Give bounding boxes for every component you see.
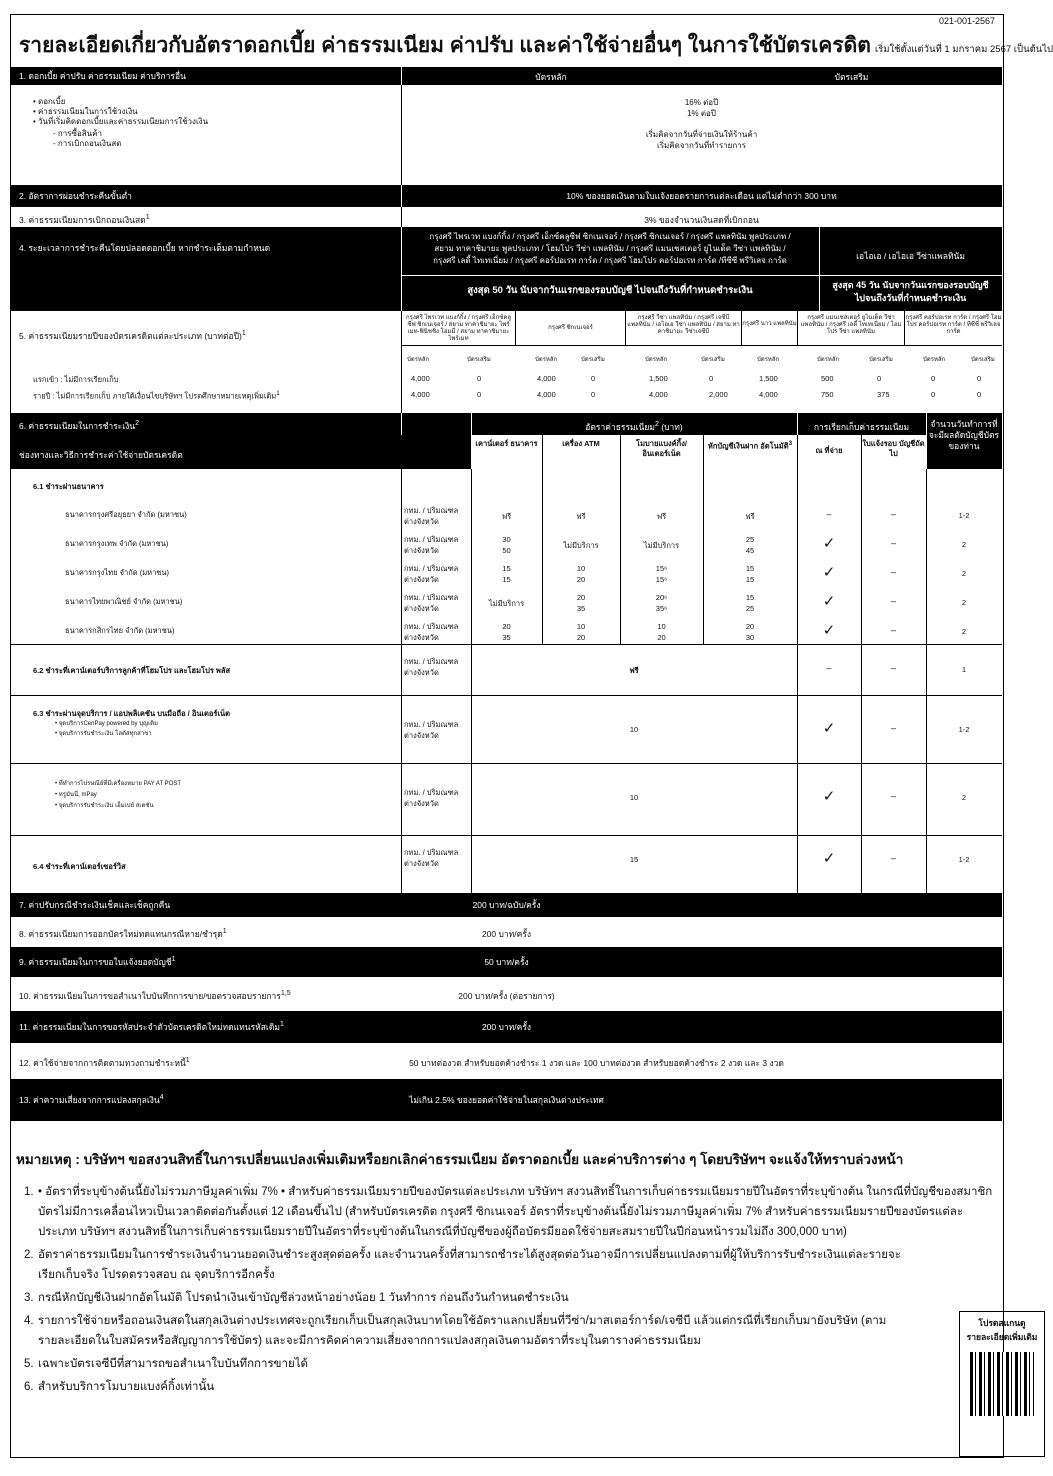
annual-fee-cell: 0 [877,374,882,383]
fee-group-6: กรุงศรี คอร์ปอเรท การ์ด / กรุงศรี โฮมโปร คอร์ปอเรท การ์ด / ทีซีซี พรีวิเลจ การ์ด [905,315,1002,335]
bank-days: 2 [961,569,967,578]
sub-6-3b-area-1: กทม. / ปริมณฑล [404,788,459,797]
rate-unit: (บาท) [661,422,683,432]
section-12-label-text: 12. ค่าใช้จ่ายจากการติดตามทวงถามชำระหนี้ [19,1058,186,1068]
sub-6-3b-item-2: • ทรูมันนี่, mPay [55,790,181,801]
sub-6-2-days: 1 [961,665,967,674]
col-supp-card: บัตรเสริม [834,72,869,82]
dash-icon: – [890,567,896,577]
annual-fee-cell: 0 [591,390,596,399]
section-8-row [11,917,1002,947]
sub-6-3b-value: 10 [629,793,639,802]
section-5-label [19,329,246,343]
bank-fee-cell: 20⁶ 35⁶ [655,593,668,613]
fee-row-annual-sup: 1 [276,390,280,397]
section-11-label-text: 11. ค่าธรรมเนียมในการขอรหัสประจำตัวบัตรเครดิตใหม่ทดแทนรหัสเดิม [19,1022,280,1032]
start-cash-value: เริ่มคิดจากวันที่ทำรายการ [657,141,746,150]
note-text: อัตราค่าธรรมเนียมในการชำระเงินจำนวนยอดเงินชำระสูงสุดต่อครั้ง และจำนวนครั้งที่สามารถชำระได้สูงสุดต่อวันอาจมีการเปลี่ยนแปลงตามที่ผู้ให้บริการรับชำระเงินแต่ละรายจะเรียกเก็บจริง โปรดตรวจสอบ ณ จุดบริการอีกครั้ง [38,1249,901,1281]
check-icon: ✓ [822,564,836,581]
fee-group-3: กรุงศรี วีซ่า แพลทินัม / กรุงศรี เจซีบี แพลทินัม / เอไอเอ วีซ่า แพลทินัม / สยาม ทาคาชิมายะ วีซ่าเจซีบี [627,315,740,335]
bank-fee-cell: ฟรี [501,512,512,521]
fee-group-2: กรุงศรี ซิกเนเจอร์ [548,325,593,331]
note-text: เฉพาะบัตรเจซีบีที่สามารถขอสำเนาใบบันทึกการขายได้ [38,1358,308,1370]
bank-fee-cell: 20 35 [502,622,511,642]
bank-fee-cell: ฟรี [656,512,667,521]
bank-name: ธนาคารไทยพาณิชย์ จำกัด (มหาชน) [65,597,183,606]
sub-6-1: 6.1 ชำระผ่านธนาคาร [33,482,104,491]
col-atm: เครื่อง ATM [562,439,600,448]
section-3-label [19,213,150,227]
bank-area [404,621,458,643]
sub-6-2-area-2: ต่างจังหวัด [404,668,439,677]
annual-fee-cell: 4,000 [411,374,430,383]
bank-area [404,534,458,556]
bank-area-province: ต่างจังหวัด [404,575,439,584]
sub-6-3-item-1: • จุดบริการCenPay powered by บุญเติม [55,719,158,729]
subitem-cash: - การเบิกถอนเงินสด [53,139,122,148]
bank-fee-cell: ไม่มีบริการ [563,541,599,550]
g3-supp: บัตรเสริม [701,357,725,363]
sub-6-4-area-2: ต่างจังหวัด [404,859,439,868]
sub-6-4-area-1: กทม. / ปริมณฑล [404,848,459,857]
doc-number: 021-001-2567 [938,16,995,26]
bank-area-bkk: กทม. / ปริมณฑล [404,622,459,631]
cards-left-line-1: กรุงศรี ไพรเวท แบงก์กิ้ง / กรุงศรี เอ็กซ์คลูซีฟ ซิกเนเจอร์ / กรุงศรี ซิกเนเจอร์ / กรุงศรี แพลทินัม พูลประเภท / [429,232,791,241]
bank-area-province: ต่างจังหวัด [404,604,439,613]
bank-fee-cell: 15 25 [745,593,755,613]
annual-fee-cell: 2,000 [709,390,728,399]
bank-name: ธนาคารกสิกรไทย จำกัด (มหาชน) [65,626,175,635]
annual-fee-cell: 0 [977,390,982,399]
cards-left-line-2: สยาม ทาคาชิมายะ พูลประเภท / โฮมโปร วีซ่า แพลทินัม / กรุงศรี แมนเชสเตอร์ ยูไนเต็ด วีซ่า แพลทินัม / [434,244,786,253]
fee-group-5: กรุงศรี แมนเชสเตอร์ ยูไนเต็ด วีซ่า แพลทินัม / กรุงศรี เลดี้ ไทเทเนี่ยม / โฮมโปร วีซ่า แพลทินัม [800,315,902,335]
note-number: 5. [24,1358,34,1370]
bank-fee-cell: ฟรี [745,512,755,521]
g2-main: บัตรหลัก [535,357,558,363]
bank-area [404,505,458,527]
note-number: 1. [24,1186,34,1198]
sub-6-2-next: – [890,663,896,673]
bank-days: 1-2 [958,511,970,520]
bank-area-province: ต่างจังหวัด [404,633,439,642]
bank-fee-cell: ไม่มีบริการ [643,541,680,550]
bank-fee-cell: 10 20 [657,622,666,642]
g6-main: บัตรหลัก [923,357,946,363]
sub-6-4: 6.4 ชำระที่เคาน์เตอร์เซอร์วิส [33,862,126,871]
title-text: รายละเอียดเกี่ยวกับอัตราดอกเบี้ย ค่าธรรมเนียม ค่าปรับ และค่าใช้จ่ายอื่นๆ ในการใช้บัตรเครดิต [19,34,871,57]
section-3-label-text: 3. ค่าธรรมเนียมการเบิกถอนเงินสด [19,215,146,225]
bank-area-province: ต่างจังหวัด [404,546,439,555]
fee-row-entry-label-text: แรกเข้า : ไม่มีการเรียกเก็บ [33,375,119,384]
section-2-row [11,185,1002,207]
section-5-block [11,311,1002,413]
notes-heading: หมายเหตุ : บริษัทฯ ขอสงวนสิทธิ์ในการเปลี่ยนแปลงเพิ่มเติมหรือยกเลิกค่าธรรมเนียม อัตราดอกเบี้ย และค่าบริการต่าง ๆ โดยบริษัทฯ จะแจ้งให้ทราบล่วงหน้า [16,1152,904,1167]
period-right-line-1: สูงสุด 45 วัน นับจากวันแรกของรอบบัญชี [832,280,989,290]
section-4-label: 4. ระยะเวลาการชำระคืนโดยปลอดดอกเบี้ย หากชำระเต็มตามกำหนด [19,243,271,253]
collect-header: การเรียกเก็บค่าธรรมเนียม [813,422,910,432]
bank-days: 2 [961,598,967,607]
dash-icon: – [890,538,896,548]
sub-6-2: 6.2 ชำระที่เคาน์เตอร์บริการลูกค้าที่โฮมโปร และโฮมโปร พลัส [33,666,231,675]
sub-6-3b-pay-check: ✓ [822,788,836,805]
rate-col-headers [471,435,926,469]
days-header: จำนวนวันทำการที่จะมีผลตัดบัญชีบัตรของท่าน [928,419,1000,451]
annual-fee-cell: 0 [931,390,936,399]
sub-6-2-value: ฟรี [629,666,639,675]
section-9-label-text: 9. ค่าธรรมเนียมในการขอใบแจ้งยอดบัญชี [19,957,172,967]
period-right-line-2: ไปจนถึงวันที่กำหนดชำระเงิน [854,293,967,303]
note-text: กรณีหักบัญชีเงินฝากอัตโนมัติ โปรดนำเงินเข้าบัญชีล่วงหน้าอย่างน้อย 1 วันทำการ ก่อนถึงวันกำหนดชำระเงิน [38,1292,569,1304]
rate-header-sup: 2 [654,420,659,429]
col-mobile: โมบายแบงค์กิ้ง/ อินเตอร์เน็ต [636,439,687,458]
bank-days: 2 [961,627,967,636]
note-item [24,1311,904,1351]
section-1-body [11,85,1002,185]
sub-6-2-area-1: กทม. / ปริมณฑล [404,657,459,666]
annual-fee-cell: 4,000 [411,390,430,399]
section-13-value: ไม่เกิน 2.5% ของยอดค่าใช้จ่ายในสกุลเงินต่างประเทศ [409,1095,604,1105]
qr-label-1: โปรดสแกนดู [978,1318,1026,1328]
sub-6-3b-area [404,787,458,809]
annual-fee-cell: 0 [931,374,936,383]
note-item [24,1288,904,1308]
section-4-block [11,227,1002,311]
qr-label-2: รายละเอียดเพิ่มเติม [966,1332,1038,1342]
annual-fee-cell: 750 [821,390,834,399]
check-icon: ✓ [822,622,836,639]
section-5-label-text: 5. ค่าธรรมเนียมรายปีของบัตรเครดิตแต่ละประเภท (บาทต่อปี) [19,331,242,341]
annual-fee-cell: 0 [591,374,596,383]
section-12-row [11,1043,1002,1079]
item-credit-fee: • ค่าธรรมเนียมในการใช้วงเงิน [33,107,208,117]
item-interest: • ดอกเบี้ย [33,97,208,107]
fee-group-1: กรุงศรี ไพรเวท แบงก์กิ้ง / กรุงศรี เอ็กซ์คลูซีฟ ซิกเนเจอร์ / สยาม ทาคาชิมายะ ไพร์เมท-ฟินิชชิ่ง โฮมมี่ / สยาม ทาคาชิมายะ ไพร์เมท [405,315,512,342]
qr-box [959,1311,1045,1457]
annual-fee-cell: 4,000 [759,390,778,399]
bank-area-bkk: กทม. / ปริมณฑล [404,593,459,602]
note-text: สำหรับบริการโมบายแบงค์กิ้งเท่านั้น [38,1381,215,1393]
sub-6-4-area [404,847,458,869]
section-8-sup: 1 [222,927,227,936]
fee-value: 1% ต่อปี [687,109,716,118]
section-3-row [11,207,1002,227]
subitem-purchase: - การซื้อสินค้า [53,129,102,138]
bank-fee-cell: 10 20 [576,564,586,584]
col-main-card: บัตรหลัก [535,72,567,82]
section-4-period-left: สูงสุด 50 วัน นับจากวันแรกของรอบบัญชี ไปจนถึงวันที่กำหนดชำระเงิน [467,285,753,296]
g3-main: บัตรหลัก [645,357,668,363]
sub-6-3b-days: 2 [961,793,967,802]
note-number: 3. [24,1292,34,1304]
bank-area-bkk: กทม. / ปริมณฑล [404,506,459,515]
fee-row-annual-label [33,390,280,403]
bank-fee-cell: 15⁶ 15⁶ [655,564,668,584]
cards-left-line-3: กรุงศรี เลดี้ ไทเทเนี่ยม / กรุงศรี คอร์ปอเรท การ์ด / กรุงศรี โฮมโปร คอร์ปอเรท การ์ด /ทีซีซี พรีวิเลจ การ์ด [433,256,787,265]
note-item [24,1377,904,1397]
annual-fee-cell: 1,500 [759,374,778,383]
section-10-label-text: 10. ค่าธรรมเนียมในการขอสำเนาใบบันทึกการขาย/ขอตรวจสอบรายการ [19,991,281,1001]
section-12-value: 50 บาทต่องวด สำหรับยอดค้างชำระ 1 งวด และ 100 บาทต่องวด สำหรับยอดค้างชำระ 2 งวด และ 3 งวด [409,1058,784,1068]
sub-6-3-pay-check: ✓ [822,720,836,737]
section-9-row [11,947,1002,977]
section-1-header [11,67,1002,85]
g1-main: บัตรหลัก [407,357,430,363]
bank-fee-cell: 10 20 [576,622,586,642]
section-4-period-right [819,279,1002,305]
bank-area [404,563,458,585]
section-13-label-text: 13. ค่าความเสี่ยงจากการแปลงสกุลเงิน [19,1095,160,1105]
section-13-row [11,1079,1002,1121]
section-6-body [11,469,1002,893]
bank-fee-cell: ฟรี [576,512,586,521]
section-8-value: 200 บาท/ครั้ง [481,929,532,939]
notes-list [10,1182,1000,1397]
annual-fee-cell: 0 [477,390,482,399]
annual-fee-cell: 500 [821,374,834,383]
dash-icon: – [890,625,896,635]
section-1-subitems [53,129,121,149]
sub-6-3-value: 10 [629,725,639,734]
note-number: 6. [24,1381,34,1393]
bank-name: ธนาคารกรุงศรีอยุธยา จำกัด (มหาชน) [65,510,187,519]
qr-code-icon[interactable] [970,1352,1034,1416]
sub-6-2-area [404,656,458,678]
section-1-items [33,97,208,127]
bank-area-bkk: กทม. / ปริมณฑล [404,564,459,573]
section-4-cards-left [401,231,819,267]
section-7-row [11,893,1002,917]
annual-fee-cell: 4,000 [537,374,556,383]
section-7-value: 200 บาท/ฉบับ/ครั้ง [472,900,541,910]
section-4-cards-right: เอไอเอ / เอไอเอ วีซ่าแพลทินัม [856,251,965,261]
sub-6-3: 6.3 ชำระผ่านจุดบริการ / แอปพลิเคชัน บนมือถือ / อินเตอร์เน็ต [33,709,230,718]
sub-6-4-days: 1-2 [958,855,970,864]
col-next-statement: ใบแจ้งรอบ บัญชีถัดไป [862,439,925,458]
sub-6-4-next: – [890,853,896,863]
bank-name: ธนาคารกรุงไทย จำกัด (มหาชน) [65,568,170,577]
note-item [24,1354,904,1374]
col-auto-debit-sup: 3 [788,440,793,447]
section-1-label: 1. ดอกเบี้ย ค่าปรับ ค่าธรรมเนียม ค่าบริการอื่น [19,71,186,81]
g5-supp: บัตรเสริม [869,357,893,363]
section-2-label: 2. อัตราการผ่อนชำระคืนขั้นต่ำ [19,191,132,201]
effective-date: เริ่มใช้ตั้งแต่วันที่ 1 มกราคม 2567 เป็นต้นไป [874,44,1053,55]
sub-6-3-area [404,719,458,741]
section-9-value: 50 บาท/ครั้ง [484,957,529,967]
section-11-sup: 1 [279,1020,284,1029]
section-10-sup: 1,5 [280,989,291,998]
section-6-label-text: 6. ค่าธรรมเนียมในการชำระเงิน [19,421,136,431]
sub-6-3b-area-2: ต่างจังหวัด [404,799,439,808]
bank-area-province: ต่างจังหวัด [404,517,439,526]
page-title [19,29,1053,62]
annual-fee-cell: 4,000 [537,390,556,399]
section-13-sup: 4 [159,1093,164,1102]
annual-fee-cell: 1,500 [649,374,668,383]
notes-section [10,1148,1000,1400]
section-10-row [11,977,1002,1011]
section-11-value: 200 บาท/ครั้ง [481,1022,532,1032]
note-item [24,1182,994,1242]
sub-6-3-items [55,719,158,739]
section-5-sup: 1 [241,329,246,338]
bank-fee-cell: 15 15 [502,564,511,584]
bank-fee-cell: 30 50 [502,535,511,555]
section-3-value: 3% ของจำนวนเงินสดที่เบิกถอน [644,215,759,225]
bank-fee-cell: 15 15 [745,564,755,584]
sub-6-4-value: 15 [629,855,639,864]
annual-fee-cell: 0 [709,374,714,383]
col-auto-debit-text: หักบัญชีเงินฝาก อัตโนมัติ [707,441,789,451]
section-9-sup: 1 [171,955,176,964]
note-item [24,1245,904,1285]
fee-row-entry-label [33,374,118,386]
bank-fee-cell: 20 30 [745,622,755,642]
dash-icon: – [826,509,832,519]
g4-main: บัตรหลัก [757,357,780,363]
section-10-value: 200 บาท/ครั้ง (ต่อรายการ) [458,991,555,1001]
check-icon: ✓ [822,535,836,552]
col-auto-debit [703,439,797,452]
sub-6-3-next: – [890,723,896,733]
col-counter: เคาน์เตอร์ ธนาคาร [475,439,538,448]
sub-6-3b-items [55,779,181,812]
g1-supp: บัตรเสริม [467,357,491,363]
item-start-date: • วันที่เริ่มคิดดอกเบี้ยและค่าธรรมเนียมการใช้วงเงิน [33,117,208,127]
bank-days: 2 [961,540,967,549]
check-icon: ✓ [822,593,836,610]
sub-6-3-area-2: ต่างจังหวัด [404,731,439,740]
annual-fee-cell: 0 [977,374,982,383]
start-purchase-value: เริ่มคิดจากวันที่จ่ายเงินให้ร้านค้า [645,130,758,139]
bank-area-bkk: กทม. / ปริมณฑล [404,535,459,544]
section-8-label-text: 8. ค่าธรรมเนียมการออกบัตรใหม่ทดแทนกรณีหาย/ชำรุด [19,929,223,939]
note-number: 2. [24,1249,34,1261]
g5-main: บัตรหลัก [817,357,840,363]
section-3-sup: 1 [145,213,150,222]
bank-name: ธนาคารกรุงเทพ จำกัด (มหาชน) [65,539,169,548]
sub-6-3-area-1: กทม. / ปริมณฑล [404,720,459,729]
interest-value: 16% ต่อปี [684,98,719,107]
rate-header [471,420,797,434]
g2-supp: บัตรเสริม [581,357,605,363]
section-12-sup: 1 [185,1056,190,1065]
sub-6-2-pay: – [826,663,832,673]
sub-6-3-item-2: • จุดบริการรับชำระเงิน โลตัสทุกสาขา [55,729,158,739]
sub-6-3b-next: – [890,791,896,801]
sub-6-3b-item-1: • ที่ทำการไปรษณีย์ที่มีเครื่องหมาย PAY AT POST [55,779,181,790]
section-12-label [19,1056,190,1070]
col-at-pay: ณ ที่จ่าย [815,446,843,455]
g6-supp: บัตรเสริม [971,357,995,363]
note-text: • อัตราที่ระบุข้างต้นนี้ยังไม่รวมภาษีมูลค่าเพิ่ม 7% • สำหรับค่าธรรมเนียมรายปีของบัตรแต่ละประเภท บริษัทฯ สงวนสิทธิ์ในการเก็บค่าธรรมเนียมรายปีในอัตราที่ระบุข้างต้น ในกรณีที่บัญชีของสมาชิกบัตรไม่มีการเคลื่อนไหวเป็นเวลาติดต่อกันตั้งแต่ 12 เดือนขึ้นไป (สำหรับบัตรเครดิต กรุงศรี ซิกเนเจอร์ อัตราที่ระบุข้างต้นนี้ยังไม่รวมภาษีมูลค่าเพิ่ม 7% สำหรับค่าธรรมเนียมรายปีของบัตรแต่ละประเภท บริษัทฯ สงวนสิทธิ์ในการเก็บค่าธรรมเนียมรายปีในอัตราที่ระบุข้างต้นในกรณีที่บัญชีของผู้ถือบัตรมียอดใช้จ่ายสะสมรายปีในปีก่อนหน้ารวมไม่ถึง 300,000 บาท) [38,1186,993,1238]
section-11-row [11,1011,1002,1043]
bank-fee-cell: 25 45 [745,535,755,555]
note-number: 4. [24,1315,34,1327]
section-6-sup: 2 [135,419,140,428]
sub-6-3b-item-3: • จุดบริการรับชำระเงิน เอ็มเปย์ สเตชั่น [55,801,181,812]
section-2-value: 10% ของยอดเงินตามใบแจ้งยอดรายการแต่ละเดือน แต่ไม่ต่ำกว่า 300 บาท [566,191,837,201]
sub-6-4-pay-check: ✓ [822,850,836,867]
rate-header-text: อัตราค่าธรรมเนียม [585,422,655,432]
annual-fee-cell: 0 [477,374,482,383]
channels-header: ช่องทางและวิธีการชำระค่าใช้จ่ายบัตรเครดิต [19,450,183,460]
fee-row-annual-label-text: รายปี : ไม่มีการเรียกเก็บ ภายใต้เงื่อนไขบริษัทฯ โปรดศึกษาหมายเหตุเพิ่มเติม [33,391,277,401]
dash-icon: – [890,509,896,519]
annual-fee-cell: 4,000 [649,390,668,399]
annual-fee-cell: 375 [877,390,890,399]
note-text: รายการใช้จ่ายหรือถอนเงินสดในสกุลเงินต่างประเทศจะถูกเรียกเก็บเป็นสกุลเงินบาทโดยใช้อัตราแลกเปลี่ยนที่วีซ่า/มาสเตอร์การ์ด/เจซีบี แล้วแต่กรณีที่เรียกเก็บมายังบริษัท (ตามรายละเอียดในใบสมัครหรือสัญญาการใช้บัตร) และจะมีการคิดค่าความเสี่ยงจากการแปลงสกุลเงินตามอัตราที่ระบุในตารางค่าธรรมเนียม [38,1315,887,1347]
section-6-label [19,419,139,433]
fee-group-4: กรุงศรี นาว แพลทินัม [742,321,797,327]
bank-area [404,592,458,614]
section-1-values [401,97,1002,151]
section-7-label: 7. ค่าปรับกรณีชำระเงินเช็คและเช็คถูกคืน [19,900,171,910]
bank-fee-cell: ไม่มีบริการ [488,599,525,608]
sub-6-3-days: 1-2 [958,725,970,734]
bank-fee-cell: 20 35 [576,593,586,613]
dash-icon: – [890,596,896,606]
